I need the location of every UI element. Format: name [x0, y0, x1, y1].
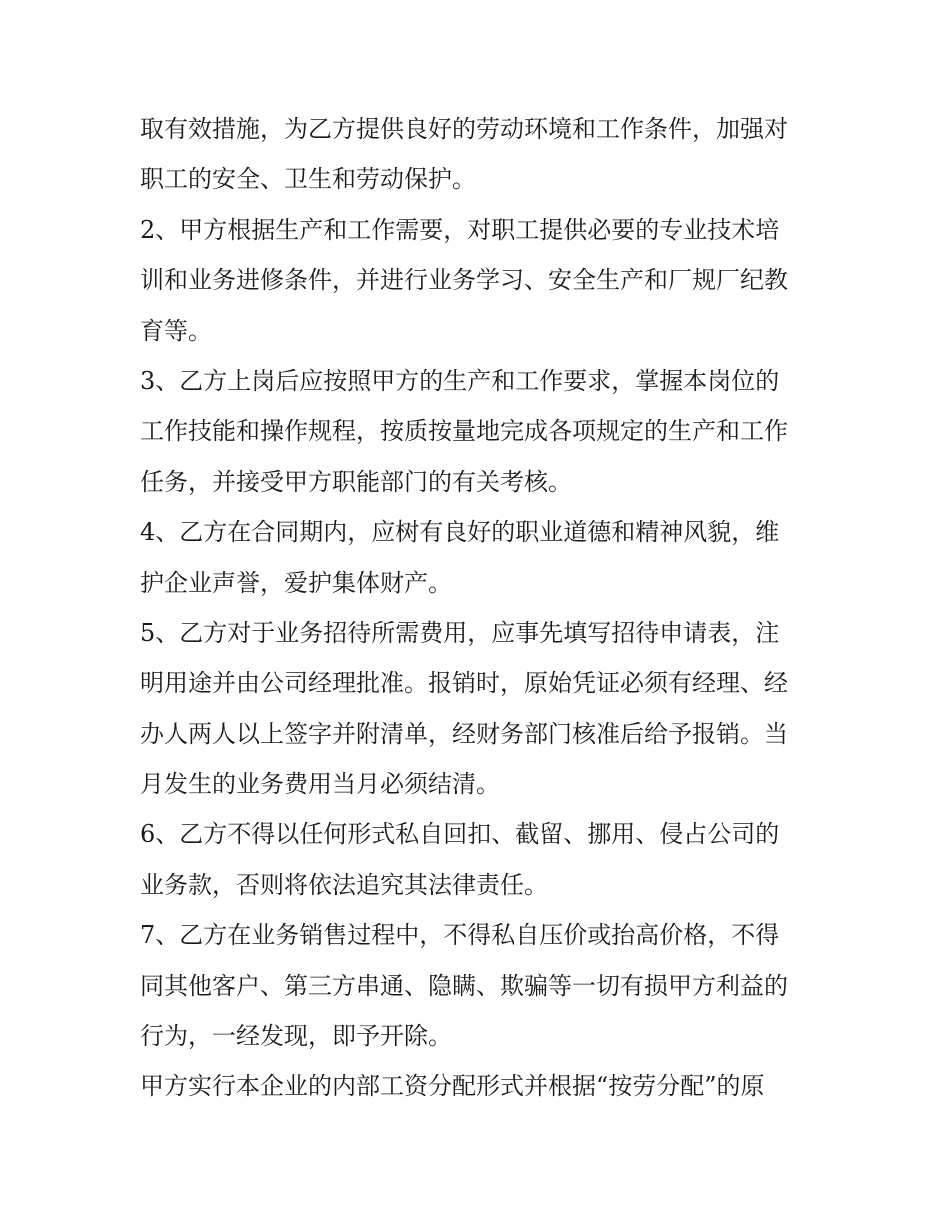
text-line: 5、乙方对于业务招待所需费用，应事先填写招待申请表，注: [140, 618, 780, 647]
text-line: 训和业务进修条件，并进行业务学习、安全生产和厂规厂纪教: [140, 266, 788, 295]
text-line: 同其他客户、第三方串通、隐瞒、欺骗等一切有损甲方利益的: [140, 971, 788, 1000]
text-line: 2、甲方根据生产和工作需要，对职工提供必要的专业技术培: [140, 215, 780, 244]
text-line: 7、乙方在业务销售过程中，不得私自压价或抬高价格，不得: [140, 921, 780, 950]
text-line: 月发生的业务费用当月必须结清。: [140, 770, 500, 799]
text-line: 办人两人以上签字并附清单，经财务部门核准后给予报销。当: [140, 719, 788, 748]
document-body: [140, 104, 820, 1112]
text-line: 任务，并接受甲方职能部门的有关考核。: [140, 467, 572, 496]
text-line: 工作技能和操作规程，按质按量地完成各项规定的生产和工作: [140, 417, 788, 446]
text-line: 育等。: [140, 316, 212, 345]
text-line: 取有效措施，为乙方提供良好的劳动环境和工作条件，加强对: [140, 115, 788, 143]
text-line: 护企业声誉，爱护集体财产。: [140, 568, 452, 597]
text-line: 4、乙方在合同期内，应树有良好的职业道德和精神风貌，维: [140, 518, 780, 547]
text-line: 甲方实行本企业的内部工资分配形式并根据“按劳分配”的原: [140, 1072, 765, 1101]
text-line: 明用途并由公司经理批准。报销时，原始凭证必须有经理、经: [140, 669, 788, 698]
text-line: 职工的安全、卫生和劳动保护。: [140, 165, 476, 194]
text-line: 3、乙方上岗后应按照甲方的生产和工作要求，掌握本岗位的: [140, 366, 780, 395]
text-line: 业务款，否则将依法追究其法律责任。: [140, 870, 548, 899]
text-line: 6、乙方不得以任何形式私自回扣、截留、挪用、侵占公司的: [140, 820, 780, 849]
text-line: 行为，一经发现，即予开除。: [140, 1022, 452, 1051]
